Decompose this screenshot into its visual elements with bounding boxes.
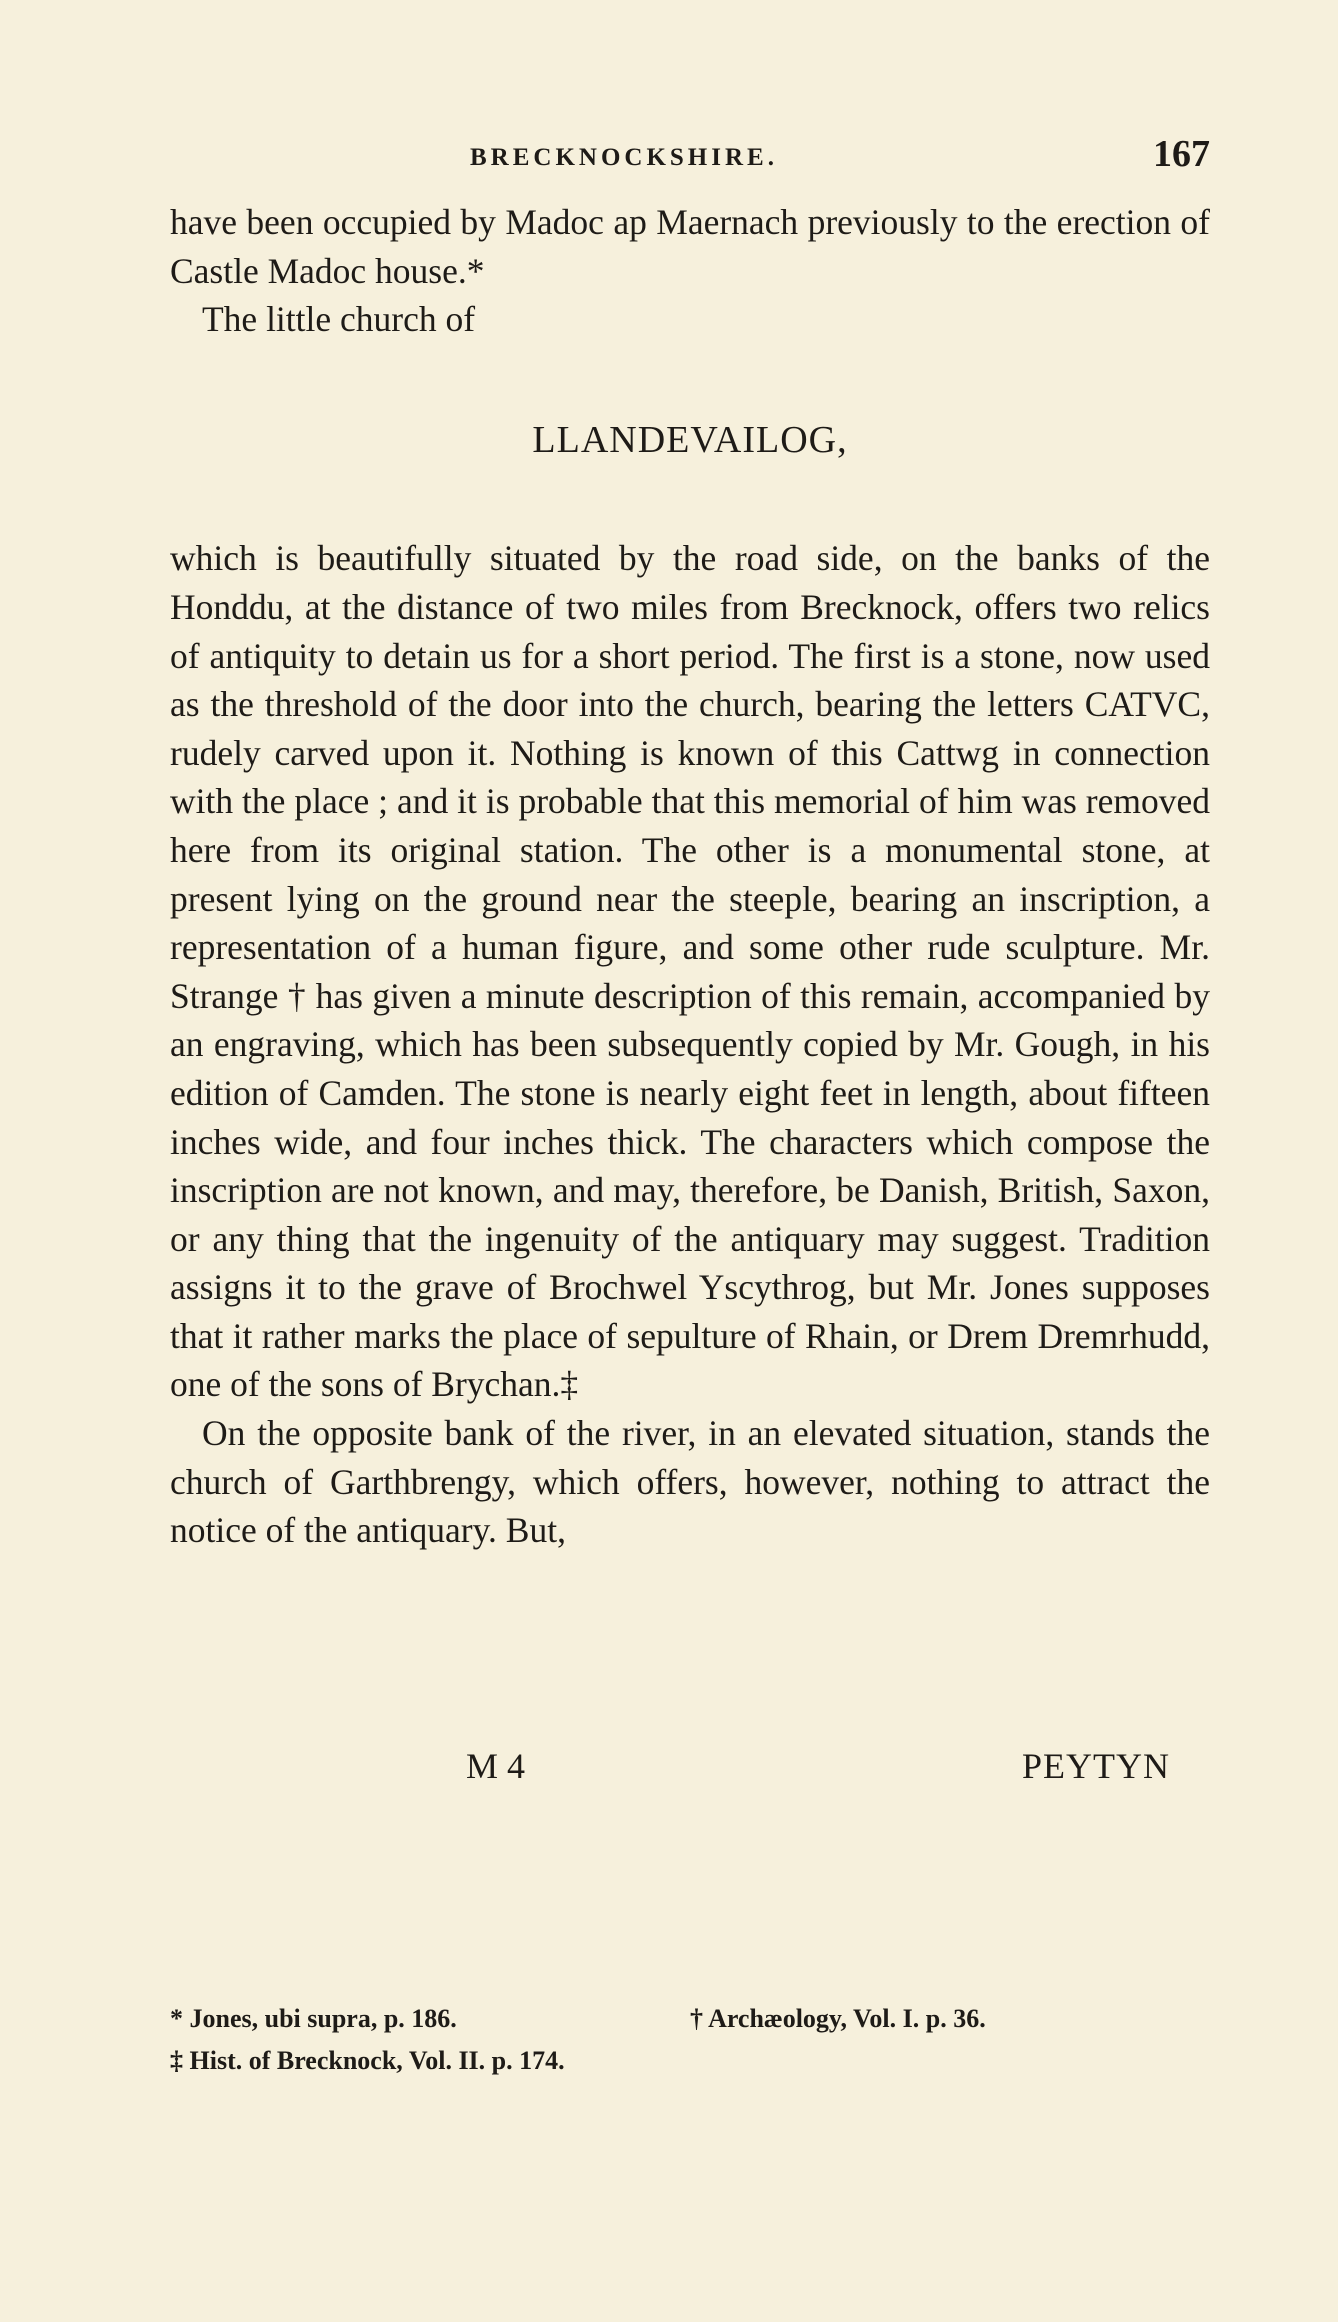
- footnote-1: * Jones, ubi supra, p. 186.: [170, 2004, 457, 2033]
- footnotes: [170, 1998, 1210, 2082]
- intro-paragraph: have been occupied by Madoc ap Maernach previously to the erection of Castle Madoc house.*: [170, 202, 1210, 291]
- page-header: [170, 132, 1210, 192]
- section-title: LLANDEVAILOG,: [532, 418, 848, 461]
- paragraph-2: On the opposite bank of the river, in an elevated situation, stands the church of Garthbrengy, which offers, however, nothing to attract the notice of the antiquary. But,: [170, 1413, 1210, 1551]
- footnote-row-2: [170, 2040, 1210, 2082]
- page-number: 167: [1153, 133, 1210, 175]
- footnote-3: ‡ Hist. of Brecknock, Vol. II. p. 174.: [170, 2046, 565, 2075]
- catchline: [170, 1745, 1210, 1795]
- lead-in-line: The little church of: [202, 299, 476, 340]
- running-title: BRECKNOCKSHIRE.: [470, 144, 778, 171]
- footnote-row-1: [170, 1998, 1210, 2040]
- catchword: PEYTYN: [1022, 1746, 1170, 1786]
- footnote-2: † Archæology, Vol. I. p. 36.: [690, 2004, 986, 2033]
- body-text: [170, 198, 1210, 1555]
- paragraph-1: which is beautifully situated by the road side, on the banks of the Honddu, at the distance of two miles from Brecknock, offers two relics of antiquity to detain us for a short period. The first is a stone, now used as the threshold of the door into the church, bearing the letters CATVC, rudely carved upon it. Nothing is known of this Cattwg in connection with the place ; and it is probable that this memorial of him was removed here from its original station. The other is a monumental stone, at present lying on the ground near the steeple, bearing an inscription, a representation of a human figure, and some other rude sculpture. Mr. Strange † has given a minute description of this remain, accompanied by an engraving, which has been subsequently copied by Mr. Gough, in his edition of Camden. The stone is nearly eight feet in length, about fifteen inches wide, and four inches thick. The characters which compose the inscription are not known, and may, therefore, be Danish, British, Saxon, or any thing that the ingenuity of the antiquary may suggest. Tradition assigns it to the grave of Brochwel Yscythrog, but Mr. Jones supposes that it rather marks the place of sepulture of Rhain, or Drem Dremrhudd, one of the sons of Brychan.‡: [170, 538, 1210, 1405]
- signature-mark: M 4: [466, 1746, 526, 1786]
